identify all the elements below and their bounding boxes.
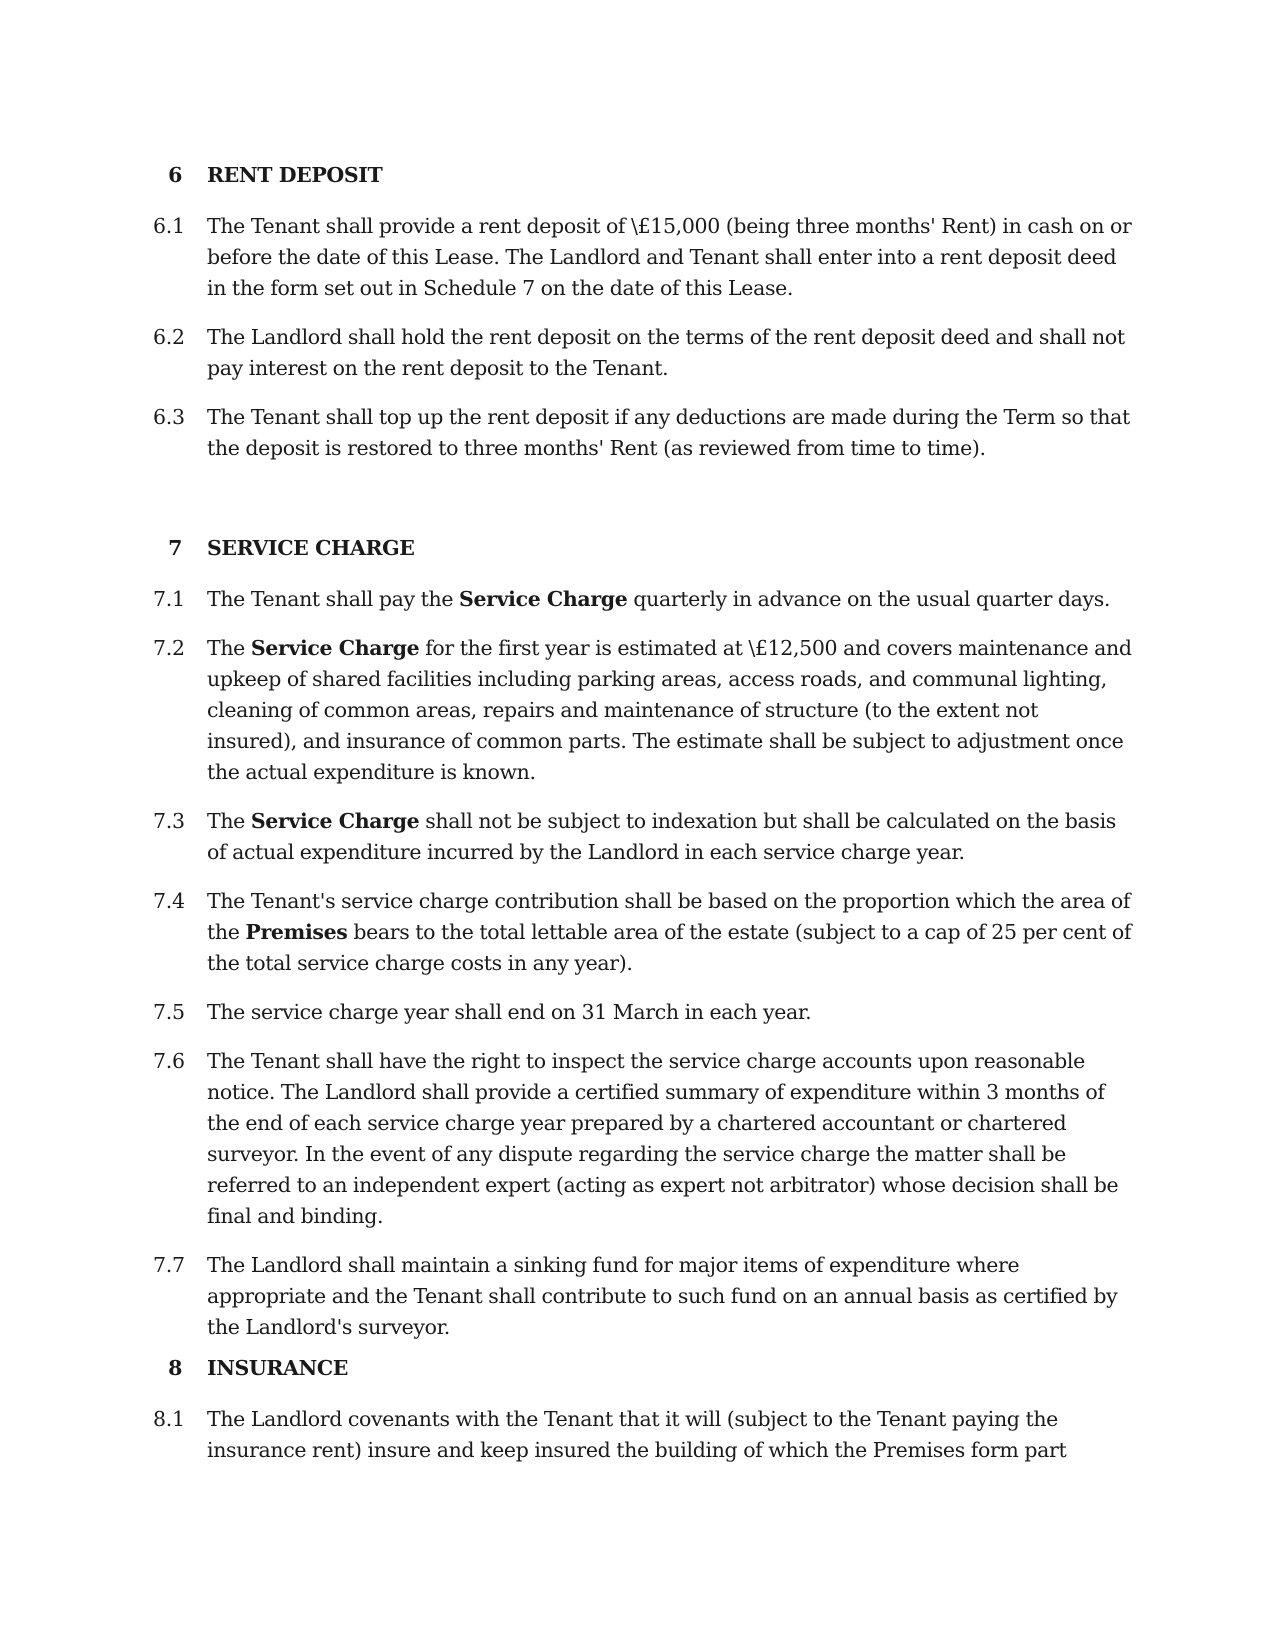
section-heading bbox=[0, 1356, 1275, 1386]
section-title: INSURANCE bbox=[207, 1356, 349, 1380]
section-title: SERVICE CHARGE bbox=[207, 536, 415, 560]
clause-6-3 bbox=[0, 402, 1275, 464]
clause-text-part: The bbox=[207, 809, 251, 833]
section-number: 6 bbox=[168, 163, 182, 187]
clause-7-2 bbox=[0, 633, 1275, 788]
clause-text-part: quarterly in advance on the usual quarter days. bbox=[627, 587, 1111, 611]
section-number: 7 bbox=[168, 536, 182, 560]
section-number: 8 bbox=[168, 1356, 182, 1380]
clause-number: 7.1 bbox=[153, 587, 185, 611]
clause-text: The Landlord shall hold the rent deposit on the terms of the rent deposit deed and shall not pay interest on the rent deposit to the Tenant. bbox=[207, 325, 1125, 380]
section-title: RENT DEPOSIT bbox=[207, 163, 383, 187]
defined-term: Service Charge bbox=[250, 809, 420, 833]
clause-text bbox=[207, 886, 1132, 979]
clause-number: 6.3 bbox=[153, 405, 185, 429]
clause-number: 7.6 bbox=[153, 1049, 185, 1073]
clause-text-part: The Tenant's service charge contribution shall be based on the proportion which the area of the bbox=[207, 889, 1131, 944]
clause-number: 8.1 bbox=[153, 1407, 185, 1431]
clause-text: The Tenant shall provide a rent deposit of \£15,000 (being three months' Rent) in cash on or before the date of this Lease. The Landlord and Tenant shall enter into a rent deposit deed in the form set out in Schedule 7 on the date of this Lease. bbox=[207, 214, 1132, 300]
clause-text-part: The bbox=[207, 636, 251, 660]
clause-number: 7.3 bbox=[153, 809, 185, 833]
section-rent-deposit bbox=[0, 163, 1275, 464]
section-heading bbox=[0, 163, 1275, 193]
clause-number: 6.2 bbox=[153, 325, 185, 349]
clause-number: 7.2 bbox=[153, 636, 185, 660]
clause-number: 7.7 bbox=[153, 1253, 185, 1277]
clause-number: 7.5 bbox=[153, 1000, 185, 1024]
clause-6-2 bbox=[0, 322, 1275, 384]
section-service-charge bbox=[0, 536, 1275, 1343]
defined-term: Service Charge bbox=[458, 587, 628, 611]
clause-7-1 bbox=[0, 584, 1275, 615]
clause-6-1 bbox=[0, 211, 1275, 304]
section-insurance bbox=[0, 1356, 1275, 1466]
defined-term: Premises bbox=[245, 920, 348, 944]
clause-text: The service charge year shall end on 31 March in each year. bbox=[207, 1000, 812, 1024]
clause-text-part: bears to the total lettable area of the estate (subject to a cap of 25 per cent of the total service charge costs in any year). bbox=[207, 920, 1132, 975]
clause-8-1 bbox=[0, 1404, 1275, 1466]
clause-7-7 bbox=[0, 1250, 1275, 1343]
defined-term: Service Charge bbox=[250, 636, 420, 660]
clause-text bbox=[207, 633, 1132, 788]
clause-text: The Tenant shall have the right to inspect the service charge accounts upon reasonable notice. The Landlord shall provide a certified summary of expenditure within 3 months of the end of each service charge year prepared by a chartered accountant or chartered surveyor. In the event of any dispute regarding the service charge the matter shall be referred to an independent expert (acting as expert not arbitrator) whose decision shall be final and binding. bbox=[207, 1049, 1119, 1228]
clause-7-5 bbox=[0, 997, 1275, 1028]
clause-text-part: for the first year is estimated at \£12,500 and covers maintenance and upkeep of shared facilities including parking areas, access roads, and communal lighting, cleaning of common areas, repairs and maintenance of structure (to the extent not insured), and insurance of common parts. The estimate shall be subject to adjustment once the actual expenditure is known. bbox=[207, 636, 1132, 784]
clause-text: The Tenant shall top up the rent deposit if any deductions are made during the Term so that the deposit is restored to three months' Rent (as reviewed from time to time). bbox=[207, 405, 1130, 460]
section-heading bbox=[0, 536, 1275, 566]
clause-text bbox=[207, 806, 1132, 868]
clause-7-3 bbox=[0, 806, 1275, 868]
clause-number: 7.4 bbox=[153, 889, 185, 913]
clause-number: 6.1 bbox=[153, 214, 185, 238]
clause-text-part: shall not be subject to indexation but shall be calculated on the basis of actual expenditure incurred by the Landlord in each service charge year. bbox=[207, 809, 1116, 864]
clause-text: The Landlord covenants with the Tenant that it will (subject to the Tenant paying the insurance rent) insure and keep insured the building of which the Premises form part bbox=[207, 1407, 1067, 1462]
clause-text: The Landlord shall maintain a sinking fund for major items of expenditure where appropriate and the Tenant shall contribute to such fund on an annual basis as certified by the Landlord's surveyor. bbox=[207, 1253, 1118, 1339]
clause-7-6 bbox=[0, 1046, 1275, 1232]
clause-7-4 bbox=[0, 886, 1275, 979]
clause-text-part: The Tenant shall pay the bbox=[207, 587, 459, 611]
clause-text bbox=[207, 584, 1132, 615]
